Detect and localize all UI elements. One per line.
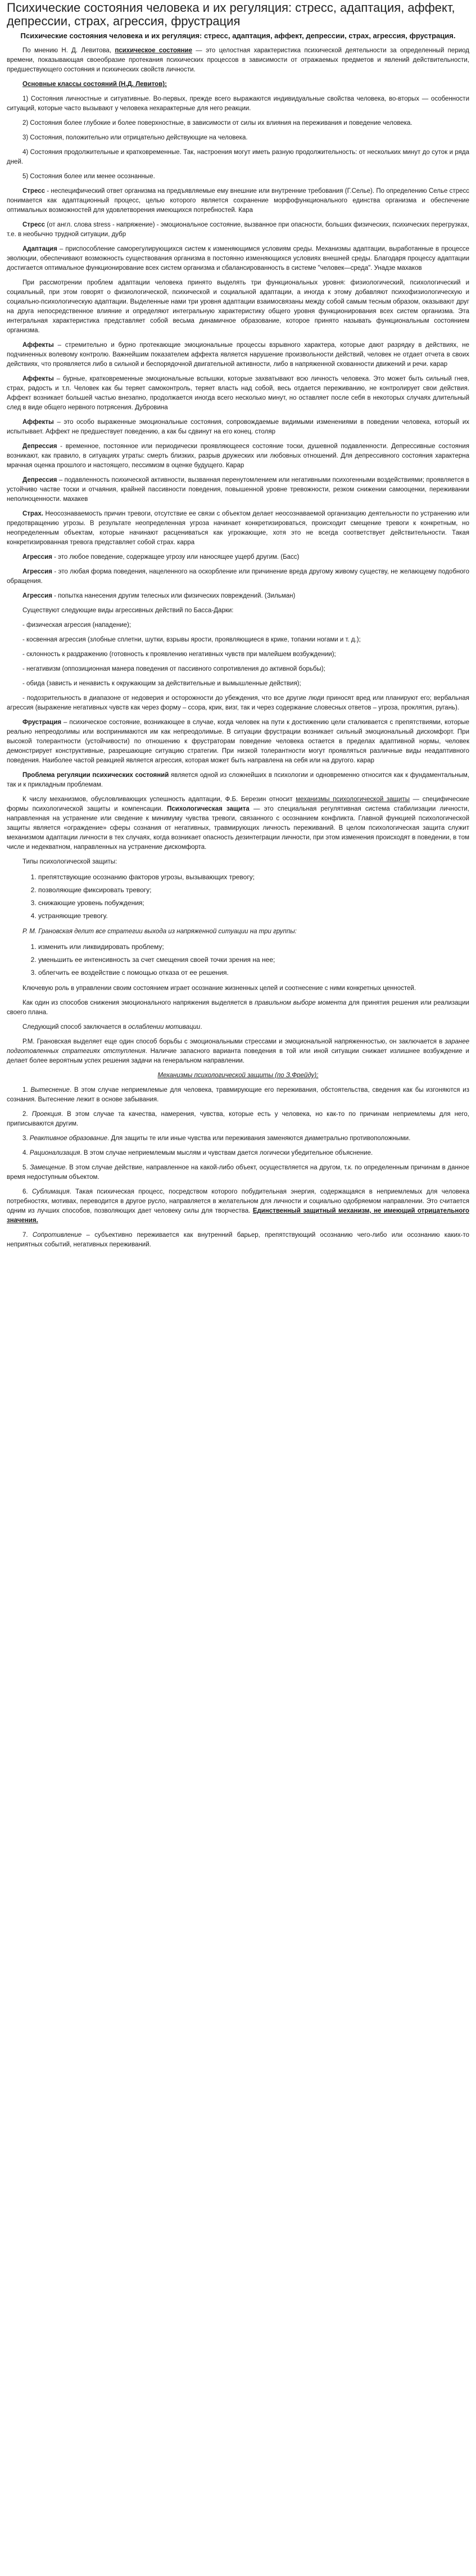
stress-paragraph: Стресс - неспецифический ответ организма на предъявляемые ему внешние или внутренние требования (Г.Селье). По определению Селье стресс понимается как адаптационный процесс, целью которого является сохранение морфофункционального единства организма и обеспечение оптимальных возможностей для удовлетворения имеющихся потребностей. Кара <box>7 188 469 214</box>
sublimation-emphasis: Единственный защитный механизм, не имеющий отрицательного значения. <box>7 1208 470 1224</box>
aggression-paragraph: Агрессия - попытка нанесения другим телесных или физических повреждений. (Зильман) <box>22 593 296 599</box>
class-item: 5) Состояния более или менее осознанные. <box>22 173 155 180</box>
list-item: 1. изменить или ликвидировать проблему; <box>38 942 469 952</box>
list-item: 3. снижающие уровень побуждения; <box>38 898 469 909</box>
affect-paragraph: Аффекты – стремительно и бурно протекающие эмоциональные процессы взрывного характера, которые дают разрядку в действиях, не подчиненных волевому контролю. Важнейшим показателем аффекта является нарушение произвольности действий, человек не отдает отчета в своих действиях, что проявляется либо в сильной и беспорядочной двигательной активности, либо в напряженной скованности движений и речи. карар <box>7 342 469 368</box>
depression-paragraph: Депрессия - временное, постоянное или периодически проявляющееся состояние тоски, душевной подавленности. Депрессивные состояния возникают, как правило, в ситуациях утраты: смерть близких, разрыв дружеских или любовных отношений. Для депрессивного состояния характерна мрачная оценка прошлого и настоящего, пессимизм в оценке будущего. Карар <box>7 443 469 469</box>
defense-types-list <box>7 872 469 921</box>
freud-mechanism: 7. Сопротивление – субъективно переживается как внутренний барьер, препятствующий осознанию чего-либо или осознанию каких-то неприятных событий, негативных переживаний. <box>7 1232 469 1248</box>
aggression-paragraph: Агрессия - это любое поведение, содержащее угрозу или наносящее ущерб другим. (Басс) <box>22 554 300 561</box>
intro-paragraph: По мнению Н. Д. Левитова, психическое состояние — это целостная характеристика психической деятельности за определенный период времени, показывающая своеобразие протекания психических процессов в зависимости от отражаемых предметов и явлений действительности, предшествующего состояния и психических свойств личности. <box>7 47 469 73</box>
frustration-paragraph: Фрустрация – психическое состояние, возникающее в случае, когда человек на пути к достижению цели сталкивается с препятствиями, которые реально непреодолимы или воспринимаются им как непреодолимые. В ситуации фрустрации возникает сильный эмоциональный дискомфорт. При высокой толерантности (устойчивости) по отношению к фрустраторам поведение человека остается в пределах адаптивной нормы, человек демонстрирует конструктивные, разрешающие ситуацию стратегии. При низкой толерантности могут проявляться различные виды неадаптивного поведения. Наиболее частой реакцией является агрессия, которая может быть направлена на себя или на другого. карар <box>7 719 469 764</box>
granovskaya-intro: Р. М. Грановская делит все стратегии выхода из напряженной ситуации на три группы: <box>22 928 297 935</box>
term-mental-state: психическое состояние <box>115 47 192 54</box>
class-item: 4) Состояния продолжительные и кратковременные. Так, настроения могут иметь разную продолжительность: от нескольких минут до суток и ряда дней. <box>7 149 469 165</box>
list-item: 2. уменьшить ее интенсивность за счет смещения своей точки зрения на нее; <box>38 955 469 965</box>
page-title: Психические состояния человека и их регуляция: стресс, адаптация, аффект, депрессии, страх, агрессия, фрустрация <box>7 1 455 28</box>
document-page <box>0 0 476 1260</box>
class-item: 1) Состояния личностные и ситуативные. Во-первых, прежде всего выражаются индивидуальные свойства человека, во-вторых — особенности ситуаций, которые часто вызывают у человека нехарактерные для него реакции. <box>7 96 469 112</box>
regulation-paragraph: Как один из способов снижения эмоционального напряжения выделяется в правильном выборе момента для принятия решения или реализации своего плана. <box>7 1000 469 1016</box>
freud-mechanism: 1. Вытеснение. В этом случае неприемлемые для человека, травмирующие его переживания, обстоятельства, сведения как бы изгоняются из сознания. Вытеснение лежит в основе забывания. <box>7 1087 469 1103</box>
aggression-type: - обида (зависть и ненависть к окружающим за действительные и вымышленные действия); <box>22 680 301 687</box>
aggression-types-heading: Существуют следующие виды агрессивных действий по Басса-Дарки: <box>22 607 234 614</box>
classes-heading: Основные классы состояний (Н.Д. Левитов): <box>22 81 167 88</box>
regulation-paragraph: Р.М. Грановская выделяет еще один способ борьбы с эмоциональными стрессами и эмоциональной напряженностью, он заключается в заранее подготовленных стратегиях отступления. Наличие запасного варианта поведения в той или иной ситуации снижает излишнее возбуждение и делает более вероятным успех решения задачи на генеральном направлении. <box>7 1038 469 1064</box>
freud-mechanism: 5. Замещение. В этом случае действие, направленное на какой-либо объект, осуществляется на другом, т.к. по определенным причинам в данное время недоступным объектом. <box>7 1164 469 1181</box>
list-item: 4. устраняющие тревогу. <box>38 911 469 921</box>
aggression-type: - косвенная агрессия (злобные сплетни, шутки, взрывы ярости, проявляющиеся в крике, топании ногами и т. д.); <box>22 636 361 643</box>
freud-heading: Механизмы психологической защиты (по З.Фрейду): <box>157 1072 319 1079</box>
regulation-paragraph: Следующий способ заключается в ослаблении мотивации. <box>22 1024 202 1031</box>
aggression-type: - физическая агрессия (нападение); <box>22 622 132 629</box>
list-item: 3. облегчить ее воздействие с помощью отказа от ее решения. <box>38 968 469 978</box>
aggression-type: - подозрительность в диапазоне от недоверия и осторожности до убеждения, что все другие люди приносят вред или планируют его; вербальная агрессия (выражение негативных чувств как через форму – ссора, крик, визг, так и через содержание словесных ответов – угроза, проклятия, ругань). <box>7 695 469 711</box>
freud-mechanism: 2. Проекция. В этом случае та качества, намерения, чувства, которые есть у человека, но как-то по причинам неприемлемы для него, приписываются другим. <box>7 1111 469 1127</box>
depression-paragraph: Депрессия – подавленность психической активности, вызванная перенутомлением или негативными психогенными воздействиями; проявляется в устойчиво частве тоски и отчаяния, крайней пассивности поведения, повышенной уровне тревожности, резком снижении самооценки, переживании неполноценности. махакев <box>7 477 469 503</box>
regulation-paragraph: К числу механизмов, обусловливающих успешность адаптации, Ф.Б. Березин относит механизмы психологической защиты — специфические формы психологической защиты и компенсации. Психологическая защита — это специальная регулятивная система стабилизации личности, направленная на устранение или сведение к минимуму чувства тревоги, связанного с осознанием конфликта. Главной функцией психологической защиты является «ограждение» сферы сознания от негативных, травмирующих личность переживаний. В целом психологическая защита служит механизмом адаптации личности в тех случаях, когда возникает опасность дезинтеграции личности, при этом изменения происходят в поведении, в том числе и недекватном, направленных на устранение дискомфорта. <box>7 796 469 851</box>
regulation-paragraph: Проблема регуляции психических состояний является одной из сложнейших в психологии и одновременно относится как к фундаментальным, так и к прикладным проблемам. <box>7 772 469 788</box>
freud-mechanism: 4. Рационализация. В этом случае неприемлемым мыслям и чувствам дается логически убедительное объяснение. <box>22 1150 373 1156</box>
freud-mechanism: 6. Сублимация. Такая психическая процесс, посредством которого побудительная энергия, содержащаяся в неприемлемых для человека потребностях, мотивах, переводится в другое русло, направляется в желательном для личности и социально одобряемом направлении. Это считается одним из лучших способов, позволяющих дает человеку силы для творчества. Единственный защитный механизм, не имеющий отрицательного значения. <box>7 1188 470 1224</box>
class-item: 2) Состояния более глубокие и более поверхностные, в зависимости от силы их влияния на переживания и поведение человека. <box>22 120 412 126</box>
adaptation-paragraph: При рассмотрении проблем адаптации человека принято выделять три функциональных уровня: физиологический, психологический и социальный, при этом говорят о физиологической, психической и социальной адаптации, а иногда к этому добавляют психофизиологическую и социально-психологическую адаптации. Выделенные нами три уровня адаптации взаимосвязаны между собой самым тесным образом, оказывают друг на друга непосредственное влияние и определяют интегральную характеристику общего уровня функционирования всех систем организма. Эта интегральная характеристика представляет собой весьма динамичное образование, которое принято называть функциональным состоянием организма. <box>7 279 469 334</box>
freud-mechanism: 3. Реактивное образование. Для защиты те или иные чувства или переживания заменяются диаметрально противоположными. <box>22 1135 411 1142</box>
aggression-type: - склонность к раздражению (готовность к проявлению негативных чувств при малейшем возбуждении); <box>22 651 336 658</box>
list-item: 2. позволяющие фиксировать тревогу; <box>38 885 469 896</box>
list-item: 1. препятствующие осознанию факторов угрозы, вызывающих тревогу; <box>38 872 469 883</box>
aggression-paragraph: Агрессия - это любая форма поведения, нацеленного на оскорбление или причинение вреда другому живому существу, не желающему подобного обращения. <box>7 568 469 585</box>
defense-types-heading: Типы психологической защиты: <box>22 858 117 865</box>
aggression-type: - негативизм (оппозиционная манера поведения от пассивного сопротивления до активной борьбы); <box>22 666 325 672</box>
affect-paragraph: Аффекты – это особо выраженные эмоциональные состояния, сопровождаемые видимыми изменениями в поведении человека, который их испытывает. Аффект не предшествует поведению, а как бы сдвинут на его конец. столяр <box>7 419 469 435</box>
class-item: 3) Состояния, положительно или отрицательно действующие на человека. <box>22 134 248 141</box>
adaptation-paragraph: Адаптация – приспособление саморегулирующихся систем к изменяющимся условиям среды. Механизмы адаптации, выработанные в процессе эволюции, обеспечивают возможность существования организма в постоянно изменяющихся условиях внешней среды. Благодаря процессу адаптации достигается оптимальное функционирование всех систем организма и сбалансированность в системе "человек—среда". Унадзе махаков <box>7 246 469 272</box>
fear-paragraph: Страх. Неосознаваемость причин тревоги, отсутствие ее связи с объектом делает неосознаваемой организацию деятельности по устранению или предотвращению угрозы. В результате неопределенная угроза начинает конкретизироваться, происходит смещение тревоги к конкретным, но неопределенным объектам, которые начинают расцениваться как угрожающие, хотя это не всегда соответствует действительности. Такая конкретизированная тревога представляет собой страх. карра <box>7 510 469 546</box>
strategies-list <box>7 942 469 978</box>
regulation-paragraph: Ключевую роль в управлении своим состоянием играет осознание жизненных целей и соотнесение с ними конкретных ценностей. <box>22 985 416 992</box>
article-subtitle: Психические состояния человека и их регуляция: стресс, адаптация, аффект, депрессии, страх, агрессия, фрустрация. <box>20 31 456 40</box>
affect-paragraph: Аффекты – бурные, кратковременные эмоциональные вспышки, которые захватывают всю личность человека. Это может быть сильный гнев, страх, радость и т.п. Человек как бы теряет самоконтроль, теряет власть над собой, весь отдается переживанию, не контролирует свои действия. Аффект возникает большей частью внезапно, продолжается иногда всего несколько минут, но оставляет после себя в некоторых случаях длительный след в виде общего нервного потрясения. Дубровина <box>7 376 469 411</box>
stress-paragraph: Стресс (от англ. слова stress - напряжение) - эмоциональное состояние, вызванное при опасности, больших физических, психических перегрузках, т.е. в необычно трудной ситуации, дубр <box>7 222 469 238</box>
